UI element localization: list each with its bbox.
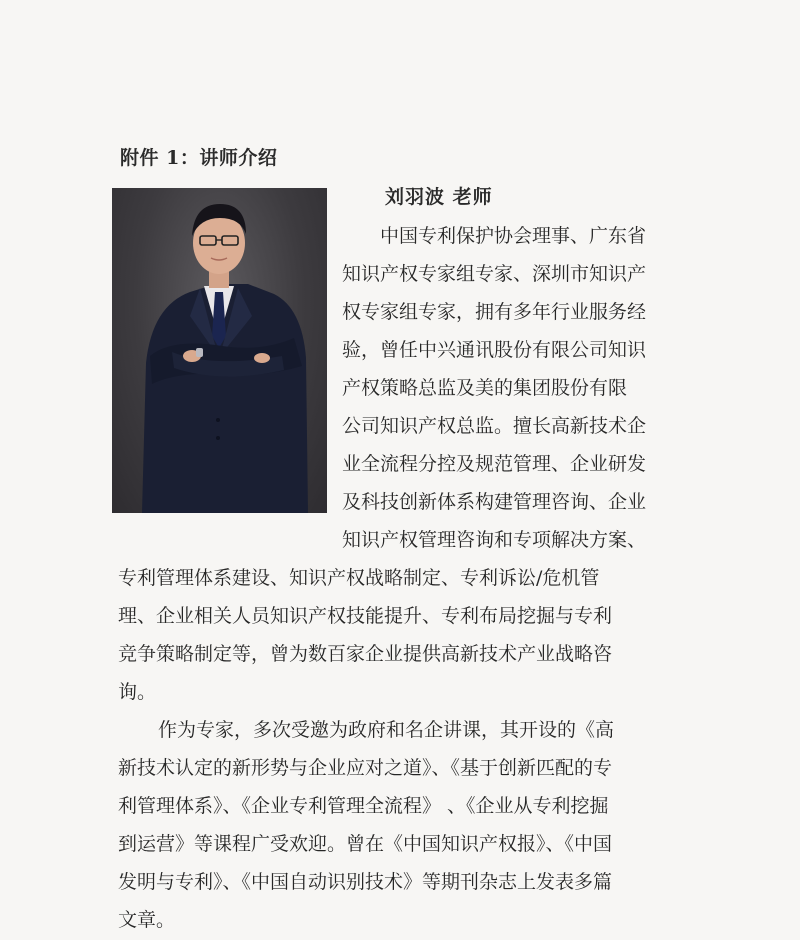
body-line-19: 文章。 xyxy=(118,909,176,931)
body-line-5: 产权策略总监及美的集团股份有限 xyxy=(342,377,628,399)
body-line-2: 知识产权专家组专家、深圳市知识产 xyxy=(342,263,647,285)
body-line-7: 业全流程分控及规范管理、企业研发 xyxy=(342,453,647,475)
body-line-15: 新技术认定的新形势与企业应对之道》、《基于创新匹配的专 xyxy=(118,757,613,779)
body-line-18: 发明与专利》、《中国自动识别技术》等期刊杂志上发表多篇 xyxy=(118,871,613,893)
body-line-4: 验，曾任中兴通讯股份有限公司知识 xyxy=(342,339,647,361)
body-line-17: 到运营》等课程广受欢迎。曾在《中国知识产权报》、《中国 xyxy=(118,833,613,855)
body-line-3: 权专家组专家，拥有多年行业服务经 xyxy=(342,301,647,323)
body-line-10: 专利管理体系建设、知识产权战略制定、专利诉讼/危机管 xyxy=(118,567,600,589)
body-line-11: 理、企业相关人员知识产权技能提升、专利布局挖掘与专利 xyxy=(118,605,613,627)
body-line-8: 及科技创新体系构建管理咨询、企业 xyxy=(342,491,647,513)
body-line-1: 中国专利保护协会理事、广东省 xyxy=(380,225,647,247)
body-line-9: 知识产权管理咨询和专项解决方案、 xyxy=(342,529,647,551)
attachment-heading: 附件 1：讲师介绍 xyxy=(120,147,278,169)
body-line-13: 询。 xyxy=(118,681,157,703)
lecturer-photo xyxy=(112,188,327,513)
body-line-14: 作为专家，多次受邀为政府和名企讲课，其开设的《高 xyxy=(158,719,615,741)
body-line-6: 公司知识产权总监。擅长高新技术企 xyxy=(342,415,647,437)
body-line-16: 利管理体系》、《企业专利管理全流程》 、《企业从专利挖掘 xyxy=(118,795,609,817)
lecturer-name: 刘羽波 老师 xyxy=(385,186,493,208)
body-line-12: 竞争策略制定等，曾为数百家企业提供高新技术产业战略咨 xyxy=(118,643,613,665)
